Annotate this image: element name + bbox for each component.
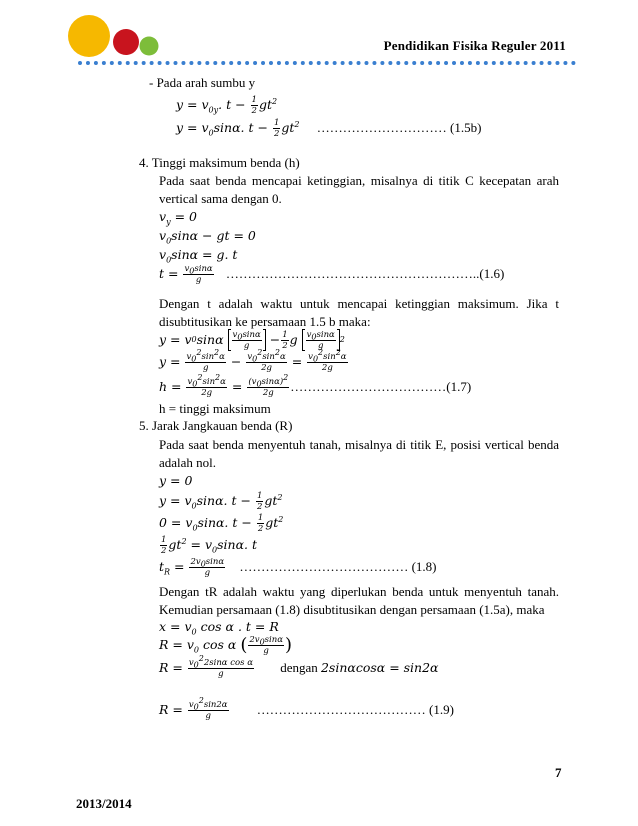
dengan-label: dengan: [280, 660, 318, 675]
item5-paragraph-line2: adalah nol.: [159, 455, 217, 470]
equation-half-gt2: $\frac{1}{2}$ $gt^2 = v_0\sin\alpha$. t: [161, 535, 257, 556]
logo: [62, 12, 172, 62]
equation-y-v0y: $y = v_{0y}$. t − $\frac{1}{2}$ $gt^2$: [176, 95, 278, 116]
item4-heading: 4. Tinggi maksimum benda (h): [139, 155, 300, 170]
header-divider: [78, 61, 576, 65]
equation-ref-1-7: ………………………………(1.7): [290, 379, 472, 394]
item4-paragraph2-line1: Dengan t adalah waktu untuk mencapai ketinggian maksimum. Jika t: [159, 296, 559, 311]
equation-v0sin-equals-gt: $v_0\sin\alpha = g$. t: [159, 247, 238, 265]
item5-paragraph2-line2: Kemudian persamaan (1.8) disubtitusikan dengan persamaan (1.5a), maka: [159, 602, 545, 617]
equation-ref-1-6: …………………………………………………..(1.6): [225, 266, 505, 281]
equation-ref-1-5b: ………………………… (1.5b): [316, 120, 482, 135]
item5-paragraph-line1: Pada saat benda menyentuh tanah, misalnya di titik E, posisi vertical benda: [159, 437, 559, 452]
item4-paragraph-line2: vertical sama dengan 0.: [159, 191, 282, 206]
equation-1-5b: $y = v_0\sin\alpha$. t − $\frac{1}{2}$ $gt^2$ ………………………… (1.5b): [176, 118, 482, 139]
equation-y-substituted: y = v 0 sinα $\frac{v_0\sin\alpha}{g}$ − $\frac{1}{2}$ g $\frac{v_0\sin\alpha}{g}$ 2: [159, 329, 345, 351]
equation-ref-1-8: ………………………………… (1.8): [239, 559, 437, 574]
item4-paragraph-line1: Pada saat benda mencapai ketinggian, misalnya di titik C kecepatan arah: [159, 173, 559, 188]
equation-1-9: R = $\frac{v_0^2\sin 2\alpha}{g}$ ………………………………… (1.9): [159, 696, 454, 721]
equation-R-substituted: $R = v_0$ cos α ( $\frac{2v_0\sin\alpha}{g}$ ): [159, 634, 292, 656]
item5-paragraph2-line1: Dengan tR adalah waktu yang diperlukan benda untuk menyentuh tanah.: [159, 584, 559, 599]
equation-v0sin-minus-gt: $v_0\sin\alpha$ − gt = 0: [159, 228, 256, 246]
equation-1-7: h = $\frac{v_0^2\sin^2\alpha}{2g}$ = $\frac{(v_0\sin\alpha)^2}{2g}$ ………………………………(1.7): [159, 373, 472, 398]
equation-y-zero: y = 0: [159, 473, 193, 488]
page-number: 7: [555, 765, 562, 780]
sumbu-y-item: - Pada arah sumbu y: [149, 75, 256, 90]
equation-x-equals-R: $x = v_0$ cos α . t = R: [159, 619, 279, 637]
item4-paragraph2-line2: disubtitusikan ke persamaan 1.5 b maka:: [159, 314, 371, 329]
footer-year: 2013/2014: [76, 796, 132, 811]
equation-1-6: t = $\frac{v_0\sin\alpha}{g}$ …………………………………………………..(1.6): [159, 264, 505, 285]
equation-vy-zero: $v_y = 0$: [159, 209, 197, 227]
equation-ref-1-9: ………………………………… (1.9): [256, 702, 454, 717]
equation-zero-equals: $0 = v_0\sin\alpha$. t − $\frac{1}{2}$ $gt^2$: [159, 513, 284, 534]
h-definition: h = tinggi maksimum: [159, 401, 271, 416]
item5-heading: 5. Jarak Jangkauan benda (R): [139, 418, 293, 433]
equation-1-8: $t_R$ = $\frac{2v_0\sin\alpha}{g}$ ………………………………… (1.8): [159, 557, 437, 578]
equation-y-simplified: y = $\frac{v_0^2\sin^2\alpha}{g}$ − $\frac{v_0^2\sin^2\alpha}{2g}$ = $\frac{v_0^2\sin^2\alpha}{2g}$: [159, 348, 347, 373]
equation-y-full: $y = v_0\sin\alpha$. t − $\frac{1}{2}$ $gt^2$: [159, 491, 283, 512]
equation-R-double-angle: R = $\frac{v_0^22\sin\alpha \cos \alpha}{g}$ dengan 2sinαcosα = sin2α: [159, 654, 439, 679]
header-title: Pendidikan Fisika Reguler 2011: [383, 38, 566, 53]
